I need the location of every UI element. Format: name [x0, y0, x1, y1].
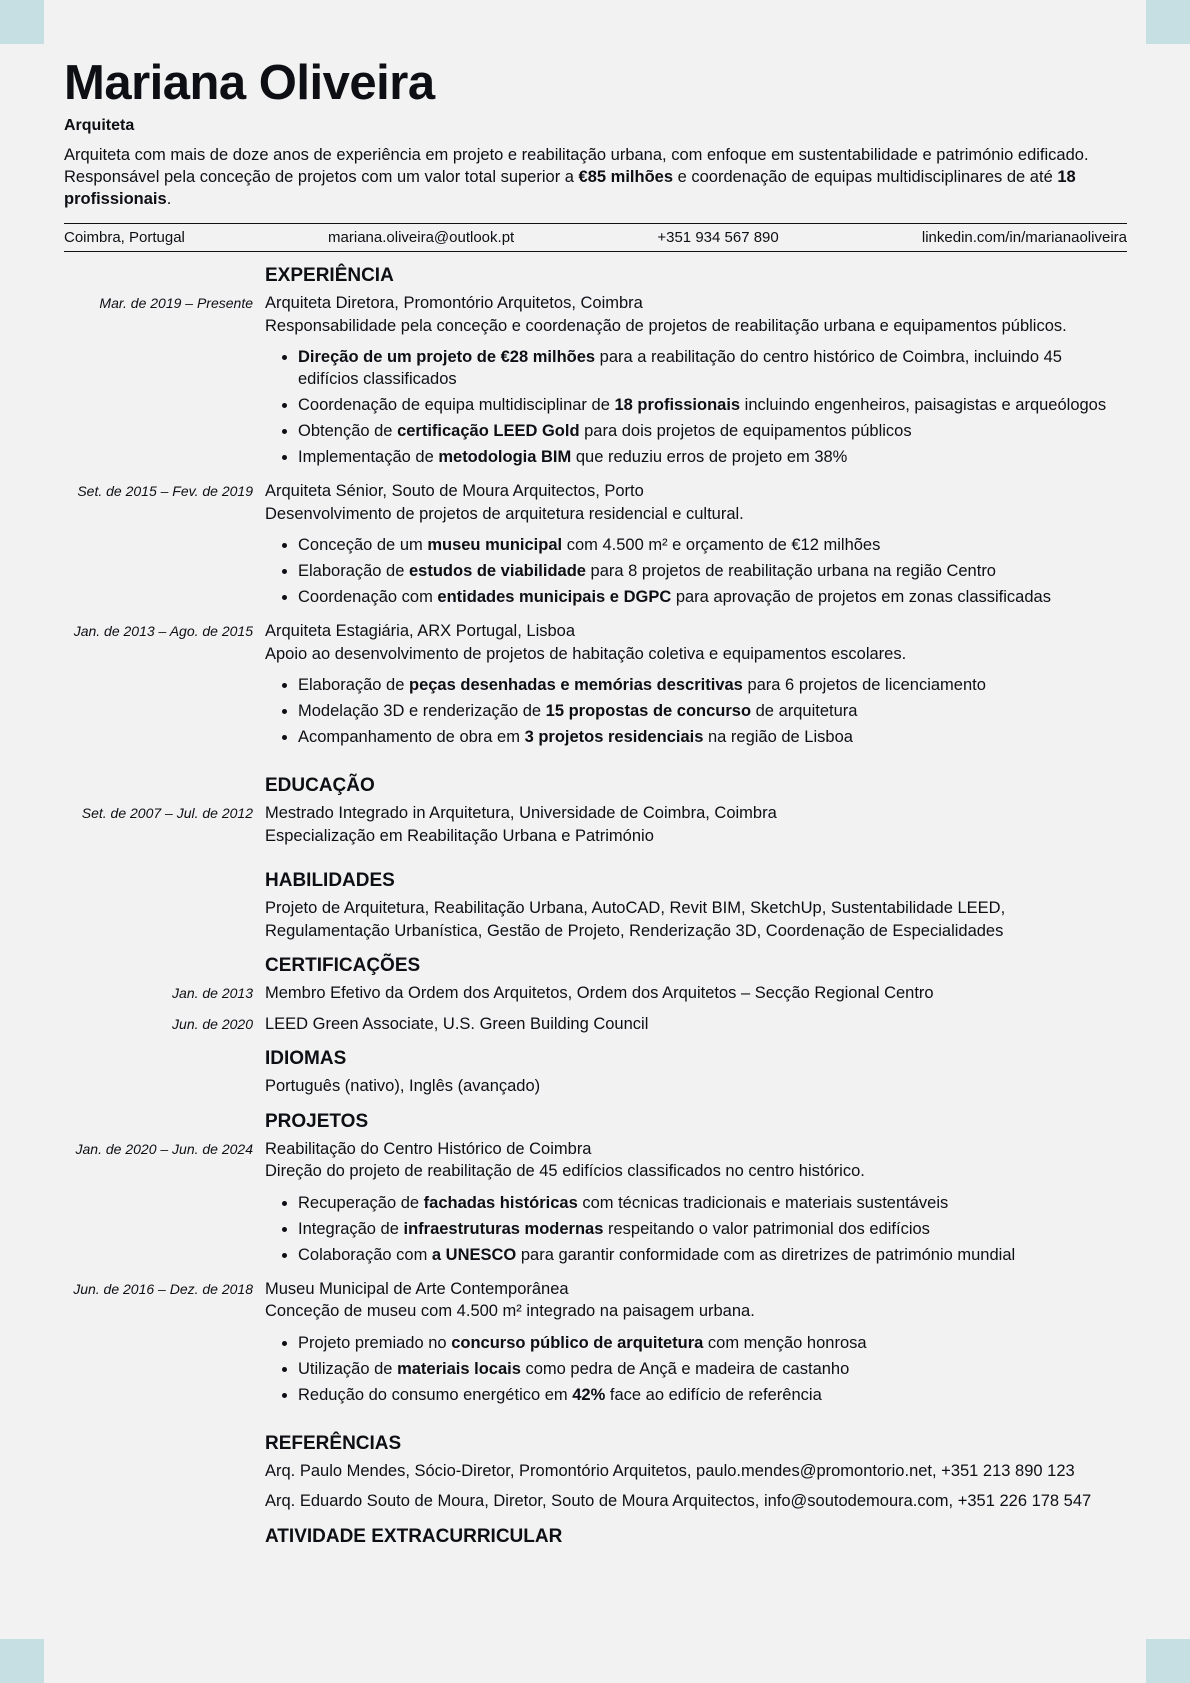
text-segment: com técnicas tradicionais e materiais sustentáveis — [577, 1193, 949, 1212]
text-segment: Redução do consumo energético em — [298, 1385, 573, 1404]
entry-content — [265, 620, 1127, 752]
entry-title: Arq. Paulo Mendes, Sócio-Diretor, Promontório Arquitetos, paulo.mendes@promontorio.net, +351 213 890 123 — [265, 1461, 1075, 1480]
contact-phone[interactable]: +351 934 567 890 — [657, 229, 779, 246]
text-segment: face ao edifício de referência — [605, 1385, 822, 1404]
section-title: HABILIDADES — [265, 870, 395, 891]
text-segment: para 8 projetos de reabilitação urbana na região Centro — [585, 562, 996, 580]
entry — [64, 982, 1127, 1005]
text-segment: Integração de — [298, 1219, 404, 1238]
bold-text: a UNESCO — [431, 1245, 517, 1264]
bold-text: peças desenhadas e memórias descritivas — [409, 676, 743, 694]
bold-text: entidades municipais e DGPC — [437, 588, 672, 606]
contact-linkedin[interactable]: linkedin.com/in/marianaoliveira — [921, 229, 1127, 246]
text-segment: Arquiteta com mais de doze anos de experiência em projeto e reabilitação urbana, com enfoque em sustentabilidade e património edificado. Responsável pela conceção de projetos com um valor total superior a — [64, 146, 1089, 186]
entry — [64, 1278, 1127, 1410]
contact-bar — [64, 223, 1127, 252]
text-segment: que reduziu erros de projeto em 38% — [571, 448, 848, 466]
entry-description: Desenvolvimento de projetos de arquitetura residencial e cultural. — [265, 504, 744, 523]
entry-title: Membro Efetivo da Ordem dos Arquitetos, Ordem dos Arquitetos – Secção Regional Centro — [265, 984, 934, 1002]
section-title: EDUCAÇÃO — [265, 775, 375, 796]
bold-text: 18 profissionais — [64, 168, 1076, 208]
text-segment: . — [166, 190, 172, 208]
bold-text: 3 projetos residenciais — [524, 728, 704, 746]
entry-date: Jan. de 2020 – Jun. de 2024 — [75, 1140, 253, 1157]
entry-date — [64, 1460, 265, 1483]
corner-decoration — [1146, 1639, 1190, 1683]
text-segment: Acompanhamento de obra em — [298, 728, 525, 746]
bullet-item — [298, 420, 1127, 442]
bold-text: museu municipal — [427, 536, 563, 554]
text-segment: na região de Lisboa — [703, 728, 853, 746]
text-segment: com menção honrosa — [703, 1333, 867, 1352]
entry-description: Direção do projeto de reabilitação de 45 edifícios classificados no centro histórico. — [265, 1162, 865, 1180]
section-atividade-extracurricular — [64, 1525, 1127, 1549]
entry-content — [265, 292, 1127, 472]
entry-title: Reabilitação do Centro Histórico de Coimbra — [265, 1139, 592, 1158]
entry-title: LEED Green Associate, U.S. Green Building Council — [265, 1014, 649, 1033]
candidate-role: Arquiteta — [64, 117, 135, 134]
entry-date: Jan. de 2013 — [172, 985, 253, 1001]
section-title: IDIOMAS — [265, 1048, 347, 1069]
bullet-item — [298, 446, 1127, 468]
bold-text: Direção de um projeto de €28 milhões — [298, 348, 596, 366]
text-segment: Utilização de — [298, 1359, 398, 1378]
text-segment: incluindo engenheiros, paisagistas e arqueólogos — [740, 396, 1107, 414]
entry-date: Jun. de 2020 — [172, 1015, 253, 1032]
entry-title: Português (nativo), Inglês (avançado) — [265, 1077, 541, 1095]
section-title: CERTIFICAÇÕES — [265, 955, 421, 976]
text-segment: Modelação 3D e renderização de — [298, 702, 546, 720]
corner-decoration — [1146, 0, 1190, 44]
bold-text: metodologia BIM — [438, 448, 572, 466]
bullet-item — [298, 1358, 1127, 1380]
section-certificacoes — [64, 954, 1127, 1035]
text-segment: para garantir conformidade com as diretrizes de património mundial — [516, 1245, 1016, 1264]
entry-content — [265, 1075, 1127, 1098]
entry-date: Set. de 2015 – Fev. de 2019 — [77, 483, 253, 499]
text-segment: Implementação de — [298, 448, 439, 466]
entry — [64, 292, 1127, 472]
text-segment: Elaboração de — [298, 676, 409, 694]
section-title: EXPERIÊNCIA — [265, 265, 394, 286]
summary — [64, 144, 1127, 210]
entry-title: Arquiteta Estagiária, ARX Portugal, Lisboa — [265, 622, 576, 640]
bullet-item — [298, 700, 1127, 722]
entry-description: Responsabilidade pela conceção e coordenação de projetos de reabilitação urbana e equipamentos públicos. — [265, 316, 1067, 335]
entry-description: Especialização em Reabilitação Urbana e Património — [265, 826, 654, 845]
bold-text: 18 profissionais — [614, 396, 741, 414]
entry-content — [265, 480, 1127, 612]
section-educacao — [64, 774, 1127, 847]
section-title: PROJETOS — [265, 1110, 369, 1132]
text-segment: para aprovação de projetos em zonas classificadas — [671, 588, 1051, 606]
entry-title: Mestrado Integrado in Arquitetura, Universidade de Coimbra, Coimbra — [265, 804, 777, 822]
text-segment: Coordenação de equipa multidisciplinar de — [298, 396, 615, 414]
entry — [64, 1075, 1127, 1098]
text-segment: para a reabilitação do centro histórico de Coimbra, incluindo 45 edifícios classificados — [298, 348, 1062, 388]
entry — [64, 897, 1127, 942]
bold-text: 42% — [572, 1385, 606, 1404]
text-segment: Obtenção de — [298, 422, 398, 440]
text-segment: Recuperação de — [298, 1193, 424, 1212]
entry-content — [265, 897, 1127, 942]
entry-date — [64, 897, 265, 942]
entry-title: Arq. Eduardo Souto de Moura, Diretor, Souto de Moura Arquitectos, info@soutodemoura.com, +351 226 178 547 — [265, 1492, 1092, 1510]
bold-text: €85 milhões — [578, 168, 673, 186]
bullet-item — [298, 346, 1127, 390]
text-segment: para dois projetos de equipamentos públicos — [579, 422, 912, 440]
entry-content — [265, 1460, 1127, 1483]
entry-description: Apoio ao desenvolvimento de projetos de habitação coletiva e equipamentos escolares. — [265, 644, 907, 663]
section-habilidades — [64, 869, 1127, 942]
bullet-list — [265, 346, 1127, 468]
entry-content — [265, 1138, 1127, 1270]
entry-title: Arquiteta Diretora, Promontório Arquitetos, Coimbra — [265, 294, 643, 312]
text-segment: Coordenação com — [298, 588, 438, 606]
bullet-item — [298, 586, 1127, 608]
entry-date — [64, 1075, 265, 1098]
bold-text: infraestruturas modernas — [403, 1219, 604, 1238]
bullet-item — [298, 560, 1127, 582]
bullet-list — [265, 1332, 1127, 1406]
corner-decoration — [0, 0, 44, 44]
contact-location: Coimbra, Portugal — [64, 229, 185, 246]
text-segment: Colaboração com — [298, 1245, 432, 1264]
entry-content — [265, 1013, 1127, 1036]
bullet-list — [265, 534, 1127, 608]
entry-content — [265, 1278, 1127, 1410]
sections — [64, 264, 1127, 1549]
entry-content — [265, 982, 1127, 1005]
entry-title: Arquiteta Sénior, Souto de Moura Arquitectos, Porto — [265, 482, 644, 500]
entry — [64, 1460, 1127, 1483]
text-segment: e coordenação de equipas multidisciplinares de até — [673, 168, 1058, 186]
bullet-item — [298, 1218, 1127, 1240]
bullet-item — [298, 1384, 1127, 1406]
section-projetos — [64, 1110, 1127, 1410]
bullet-list — [265, 1192, 1127, 1266]
entry — [64, 1138, 1127, 1270]
bold-text: 15 propostas de concurso — [545, 702, 752, 720]
text-segment: para 6 projetos de licenciamento — [742, 676, 986, 694]
entry-content — [265, 1490, 1127, 1513]
entry — [64, 1013, 1127, 1036]
section-experiencia — [64, 264, 1127, 752]
entry-content — [265, 802, 1127, 847]
entry — [64, 802, 1127, 847]
entry — [64, 480, 1127, 612]
bullet-item — [298, 1244, 1127, 1266]
bold-text: fachadas históricas — [423, 1193, 578, 1212]
bullet-list — [265, 674, 1127, 748]
entry-date: Set. de 2007 – Jul. de 2012 — [81, 805, 253, 821]
corner-decoration — [0, 1639, 44, 1683]
section-title: ATIVIDADE EXTRACURRICULAR — [265, 1525, 563, 1547]
entry — [64, 1490, 1127, 1513]
entry-date: Jun. de 2016 – Dez. de 2018 — [73, 1280, 253, 1297]
entry-date — [64, 1490, 265, 1513]
entry-date: Mar. de 2019 – Presente — [99, 295, 253, 311]
text-segment: com 4.500 m² e orçamento de €12 milhões — [562, 536, 881, 554]
bullet-item — [298, 1192, 1127, 1214]
text-segment: Elaboração de — [298, 562, 409, 580]
section-title: REFERÊNCIAS — [265, 1432, 402, 1454]
bullet-item — [298, 1332, 1127, 1354]
text-segment: Conceção de um — [298, 536, 428, 554]
entry-title: Projeto de Arquitetura, Reabilitação Urbana, AutoCAD, Revit BIM, SketchUp, Sustentabilidade LEED, Regulamentação Urbanística, Gestão de Projeto, Renderização 3D, Coordenação de Especialidades — [265, 899, 1006, 940]
section-idiomas — [64, 1047, 1127, 1098]
bullet-item — [298, 674, 1127, 696]
entry-description: Conceção de museu com 4.500 m² integrado na paisagem urbana. — [265, 1302, 755, 1320]
contact-email[interactable]: mariana.oliveira@outlook.pt — [328, 229, 515, 246]
candidate-name: Mariana Oliveira — [64, 56, 435, 110]
bold-text: certificação LEED Gold — [397, 422, 580, 440]
bold-text: materiais locais — [397, 1359, 521, 1378]
bullet-item — [298, 394, 1127, 416]
bold-text: concurso público de arquitetura — [451, 1333, 704, 1352]
entry — [64, 620, 1127, 752]
entry-date: Jan. de 2013 – Ago. de 2015 — [73, 623, 253, 639]
entry-title: Museu Municipal de Arte Contemporânea — [265, 1279, 569, 1298]
resume-page — [64, 54, 1127, 1553]
text-segment: de arquitetura — [751, 702, 858, 720]
text-segment: como pedra de Ançã e madeira de castanho — [520, 1359, 850, 1378]
text-segment: Projeto premiado no — [298, 1333, 452, 1352]
bold-text: estudos de viabilidade — [409, 562, 586, 580]
bullet-item — [298, 726, 1127, 748]
section-referencias — [64, 1432, 1127, 1513]
text-segment: respeitando o valor patrimonial dos edifícios — [603, 1219, 930, 1238]
bullet-item — [298, 534, 1127, 556]
